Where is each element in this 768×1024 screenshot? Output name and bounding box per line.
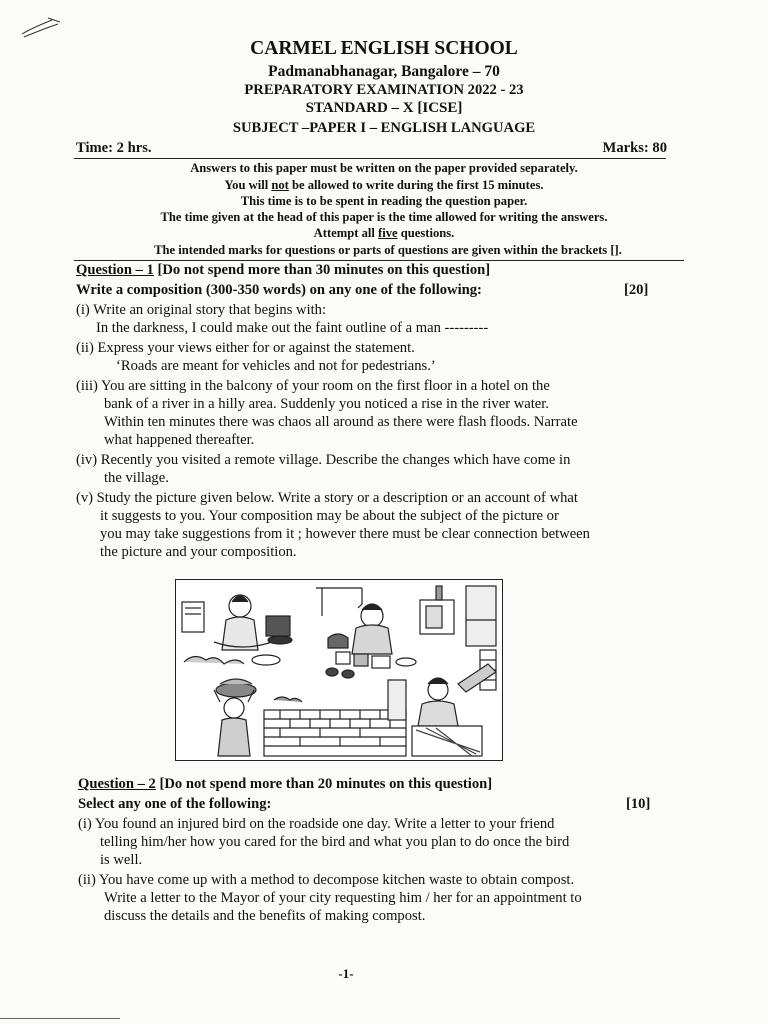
instruction-1: Answers to this paper must be written on the paper provided separately. — [190, 161, 578, 175]
q1-option-2-line1: (ii) Express your views either for or against the statement. — [76, 340, 415, 356]
q1-label: Question – 1 — [76, 262, 154, 278]
exam-title: PREPARATORY EXAMINATION 2022 - 23 — [244, 82, 524, 98]
q1-option-1-line2: In the darkness, I could make out the faint outline of a man --------- — [96, 320, 489, 336]
q1-option-2-line2: ‘Roads are meant for vehicles and not for pedestrians.’ — [116, 358, 436, 374]
instruction-2: You will not be allowed to write during the first 15 minutes. — [224, 178, 544, 192]
pen-scribble — [18, 14, 64, 40]
q2-option-1-line1: (i) You found an injured bird on the roadside one day. Write a letter to your friend — [78, 816, 555, 832]
instructions-rule — [74, 260, 684, 261]
q1-option-5-line3: you may take suggestions from it ; however there must be clear connection between — [100, 526, 590, 542]
instruction-5: Attempt all five questions. — [313, 226, 455, 240]
q1-option-3-line4: what happened thereafter. — [104, 432, 255, 448]
marks-label: Marks: 80 — [602, 140, 667, 156]
time-label: Time: 2 hrs. — [76, 140, 152, 156]
q2-prompt: Select any one of the following: — [78, 796, 272, 812]
q2-note: [Do not spend more than 20 minutes on this question] — [159, 776, 493, 792]
q2-option-2-line1: (ii) You have come up with a method to decompose kitchen waste to obtain compost. — [78, 872, 575, 888]
q2-label: Question – 2 — [78, 776, 156, 792]
q1-marks: [20] — [624, 282, 649, 298]
q1-option-1-line1: (i) Write an original story that begins with: — [76, 302, 327, 318]
bottom-edge-rule — [0, 1018, 120, 1019]
q2-option-1-line3: is well. — [100, 852, 143, 868]
subject: SUBJECT –PAPER I – ENGLISH LANGUAGE — [232, 120, 536, 136]
q2-option-1-line2: telling him/her how you cared for the bird and what you plan to do once the bird — [100, 834, 570, 850]
q2-heading — [78, 776, 492, 793]
q1-option-4-line2: the village. — [104, 470, 169, 486]
q1-note: [Do not spend more than 30 minutes on this question] — [157, 262, 491, 278]
page-number: -1- — [338, 966, 354, 981]
instruction-6: The intended marks for questions or parts of questions are given within the brackets []. — [154, 243, 622, 257]
q1-option-4-line1: (iv) Recently you visited a remote village. Describe the changes which have come in — [76, 452, 571, 468]
school-address: Padmanabhanagar, Bangalore – 70 — [268, 63, 500, 80]
q1-option-5-line2: it suggests to you. Your composition may be about the subject of the picture or — [100, 508, 559, 524]
q1-option-3-line1: (iii) You are sitting in the balcony of your room on the first floor in a hotel on the — [76, 378, 550, 394]
school-name: CARMEL ENGLISH SCHOOL — [250, 38, 518, 59]
header-rule — [74, 158, 666, 159]
q1-prompt: Write a composition (300-350 words) on any one of the following: — [76, 282, 482, 298]
q1-option-5-line4: the picture and your composition. — [100, 544, 297, 560]
q1-option-3-line3: Within ten minutes there was chaos all around as there were flash floods. Narrate — [104, 414, 578, 430]
q2-option-2-line3: discuss the details and the benefits of making compost. — [104, 908, 426, 924]
composition-picture — [175, 579, 503, 761]
q1-option-3-line2: bank of a river in a hilly area. Suddenly you noticed a rise in the river water. — [104, 396, 549, 412]
instruction-4: The time given at the head of this paper is the time allowed for writing the answers. — [160, 210, 608, 224]
instruction-3: This time is to be spent in reading the question paper. — [240, 194, 528, 208]
q2-option-2-line2: Write a letter to the Mayor of your city requesting him / her for an appointment to — [104, 890, 582, 906]
children-working-illustration — [176, 580, 502, 760]
q1-option-5-line1: (v) Study the picture given below. Write a story or a description or an account of what — [76, 490, 578, 506]
q1-heading — [76, 262, 490, 279]
q2-marks: [10] — [626, 796, 651, 812]
standard: STANDARD – X [ICSE] — [305, 100, 463, 116]
